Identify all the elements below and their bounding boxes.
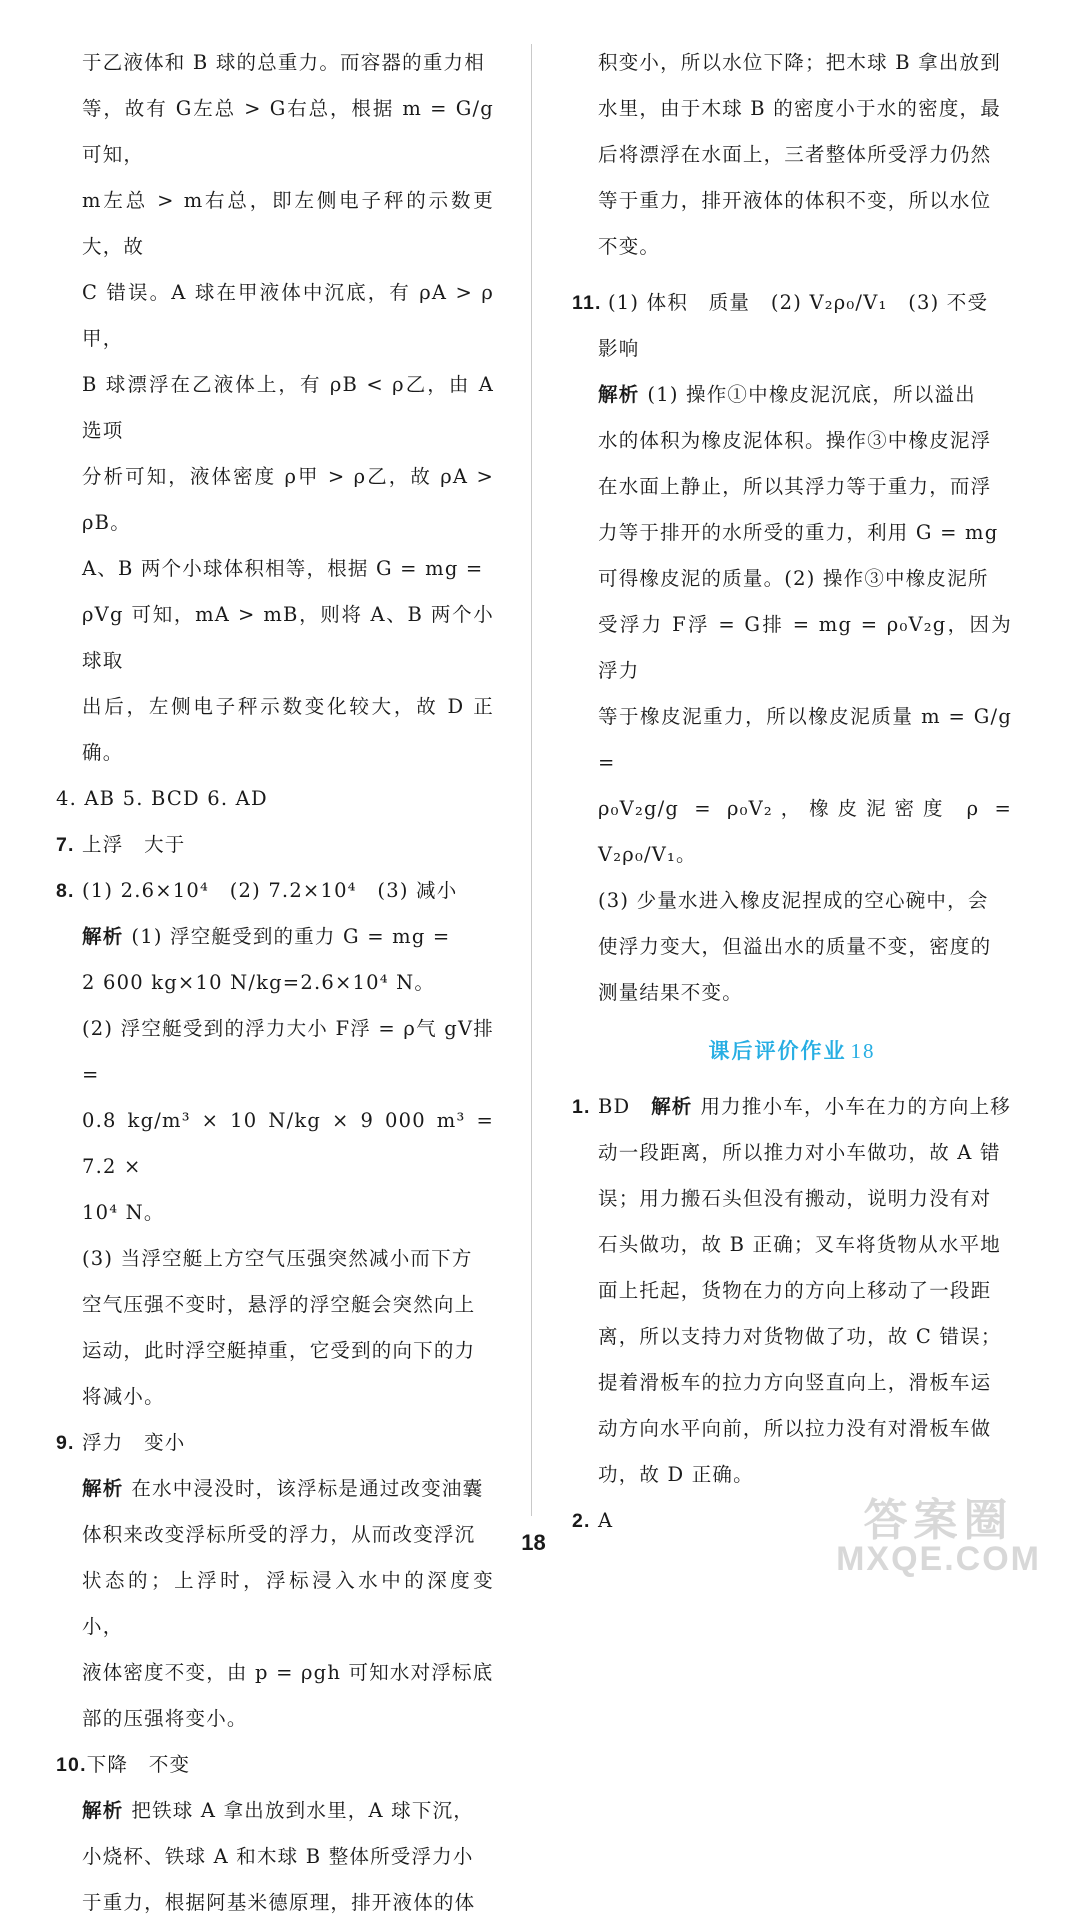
- analysis-line: 动方向水平向前，所以拉力没有对滑板车做: [598, 1417, 992, 1440]
- analysis-line: 于重力，根据阿基米德原理，排开液体的体: [82, 1891, 476, 1914]
- analysis-line: 空气压强不变时，悬浮的浮空艇会突然向上: [82, 1293, 476, 1316]
- left-column: [56, 40, 494, 1926]
- column-divider: [531, 44, 532, 1516]
- analysis-line: 体积来改变浮标所受的浮力，从而改变浮沉: [82, 1523, 476, 1546]
- question-number: 7.: [56, 834, 75, 856]
- section-heading: [572, 1028, 1012, 1074]
- analysis-label: 解析: [82, 1799, 124, 1822]
- analysis-line: 提着滑板车的拉力方向竖直向上，滑板车运: [598, 1371, 992, 1394]
- answer: 浮力 变小: [82, 1431, 186, 1454]
- text-line: 出后，左侧电子秤示数变化较大，故 D 正确。: [82, 695, 494, 764]
- page-number: 18: [521, 1530, 546, 1555]
- text-line: 积变小，所以水位下降；把木球 B 拿出放到: [598, 51, 1001, 74]
- analysis-line: 等于橡皮泥重力，所以橡皮泥质量 m = G/g =: [598, 705, 1012, 774]
- answers-4-5-6: 4. AB 5. BCD 6. AD: [56, 787, 268, 810]
- analysis-line: 测量结果不变。: [598, 981, 743, 1004]
- analysis-label: 解析: [598, 383, 640, 406]
- analysis-line: 状态的；上浮时，浮标浸入水中的深度变小，: [82, 1569, 494, 1638]
- analysis-line: ρ₀V₂g/g = ρ₀V₂，橡皮泥密度 ρ = V₂ρ₀/V₁。: [598, 797, 1012, 866]
- question-1: 1. BD 解析 用力推小车，小车在力的方向上移: [572, 1084, 1012, 1130]
- analysis-line: 功，故 D 正确。: [598, 1463, 754, 1486]
- analysis-line: 解析 (1) 浮空艇受到的重力 G = mg =: [82, 925, 451, 948]
- text-line: C 错误。A 球在甲液体中沉底，有 ρA > ρ甲，: [82, 281, 494, 350]
- answer-cont: 影响: [598, 337, 640, 360]
- analysis-line: 面上托起，货物在力的方向上移动了一段距: [598, 1279, 992, 1302]
- text-line: 水里，由于木球 B 的密度小于水的密度，最: [598, 97, 1001, 120]
- analysis-line: 在水面上静止，所以其浮力等于重力，而浮: [598, 475, 992, 498]
- analysis-line: 力等于排开的水所受的重力，利用 G = mg: [598, 521, 999, 544]
- analysis-line: 10⁴ N。: [82, 1201, 165, 1224]
- question-10: [56, 1742, 494, 1788]
- question-number: 10.: [56, 1754, 87, 1776]
- watermark-top: 答案圈: [863, 1496, 1014, 1545]
- analysis-line: 小烧杯、铁球 A 和木球 B 整体所受浮力小: [82, 1845, 474, 1868]
- text-line: 不变。: [598, 235, 661, 258]
- answer: BD: [598, 1095, 631, 1118]
- answer: A: [598, 1509, 614, 1532]
- text-line: ρVg 可知，mA > mB，则将 A、B 两个小球取: [82, 603, 494, 672]
- analysis-line: 将减小。: [82, 1385, 165, 1408]
- answer: 下降 不变: [86, 1753, 191, 1776]
- question-number: 2.: [572, 1510, 591, 1532]
- section-title: 课后评价作业: [708, 1039, 847, 1063]
- text-line: m左总 > m右总，即左侧电子秤的示数更大，故: [82, 189, 494, 258]
- text-line: B 球漂浮在乙液体上，有 ρB < ρ乙，由 A 选项: [82, 373, 494, 442]
- analysis-line: (2) 浮空艇受到的浮力大小 F浮 = ρ气 gV排 =: [82, 1017, 494, 1086]
- text-line: 等于重力，排开液体的体积不变，所以水位: [598, 189, 992, 212]
- question-number: 11.: [572, 292, 602, 314]
- analysis-line: 动一段距离，所以推力对小车做功，故 A 错: [598, 1141, 1001, 1164]
- analysis-line: 石头做功，故 B 正确；叉车将货物从水平地: [598, 1233, 1001, 1256]
- analysis-line: (3) 当浮空艇上方空气压强突然减小而下方: [82, 1247, 473, 1270]
- analysis-line: 使浮力变大，但溢出水的质量不变，密度的: [598, 935, 992, 958]
- question-8: [56, 868, 494, 914]
- analysis-line: 可得橡皮泥的质量。(2) 操作③中橡皮泥所: [598, 567, 989, 590]
- analysis-label: 解析: [82, 1477, 124, 1500]
- analysis-line: 水的体积为橡皮泥体积。操作③中橡皮泥浮: [598, 429, 992, 452]
- section-number: 18: [850, 1039, 876, 1063]
- answer: 上浮 大于: [82, 833, 186, 856]
- answer: (1) 体积 质量 (2) V₂ρ₀/V₁ (3) 不受: [608, 291, 989, 314]
- answer: (1) 2.6×10⁴ (2) 7.2×10⁴ (3) 减小: [82, 879, 458, 902]
- question-number: 9.: [56, 1432, 75, 1454]
- text-line: A、B 两个小球体积相等，根据 G = mg =: [82, 557, 484, 580]
- analysis-line: 部的压强将变小。: [82, 1707, 248, 1730]
- analysis-line: 运动，此时浮空艇掉重，它受到的向下的力: [82, 1339, 476, 1362]
- analysis-label: 解析: [651, 1095, 693, 1118]
- analysis-line: (3) 少量水进入橡皮泥捏成的空心碗中，会: [598, 889, 989, 912]
- text-line: 等，故有 G左总 > G右总，根据 m = G/g 可知，: [82, 97, 494, 166]
- analysis-line: 受浮力 F浮 = G排 = mg = ρ₀V₂g，因为浮力: [598, 613, 1012, 682]
- text-line: 分析可知，液体密度 ρ甲 > ρ乙，故 ρA > ρB。: [82, 465, 494, 534]
- watermark-logo: [836, 1496, 1041, 1578]
- question-7: [56, 822, 494, 868]
- analysis-line: 离，所以支持力对货物做了功，故 C 错误；: [598, 1325, 1002, 1348]
- question-number: 8.: [56, 880, 75, 902]
- right-column: [572, 40, 1012, 1544]
- analysis-label: 解析: [82, 925, 124, 948]
- question-9: [56, 1420, 494, 1466]
- analysis-line: 解析 (1) 操作①中橡皮泥沉底，所以溢出: [598, 383, 976, 406]
- analysis-line: 0.8 kg/m³ × 10 N/kg × 9 000 m³ = 7.2 ×: [82, 1109, 494, 1178]
- question-11: [572, 280, 1012, 326]
- analysis-line: 解析 在水中浸没时，该浮标是通过改变油囊: [82, 1477, 484, 1500]
- question-number: 1.: [572, 1096, 591, 1118]
- watermark-bottom: MXQE.COM: [836, 1540, 1041, 1578]
- analysis-line: 液体密度不变，由 p = ρgh 可知水对浮标底: [82, 1661, 494, 1684]
- analysis-line: 2 600 kg×10 N/kg=2.6×10⁴ N。: [82, 971, 436, 994]
- text-line: 于乙液体和 B 球的总重力。而容器的重力相: [82, 51, 485, 74]
- analysis-line: 解析 把铁球 A 拿出放到水里，A 球下沉，: [82, 1799, 474, 1822]
- analysis-line: 误；用力搬石头但没有搬动，说明力没有对: [598, 1187, 992, 1210]
- text-line: 后将漂浮在水面上，三者整体所受浮力仍然: [598, 143, 992, 166]
